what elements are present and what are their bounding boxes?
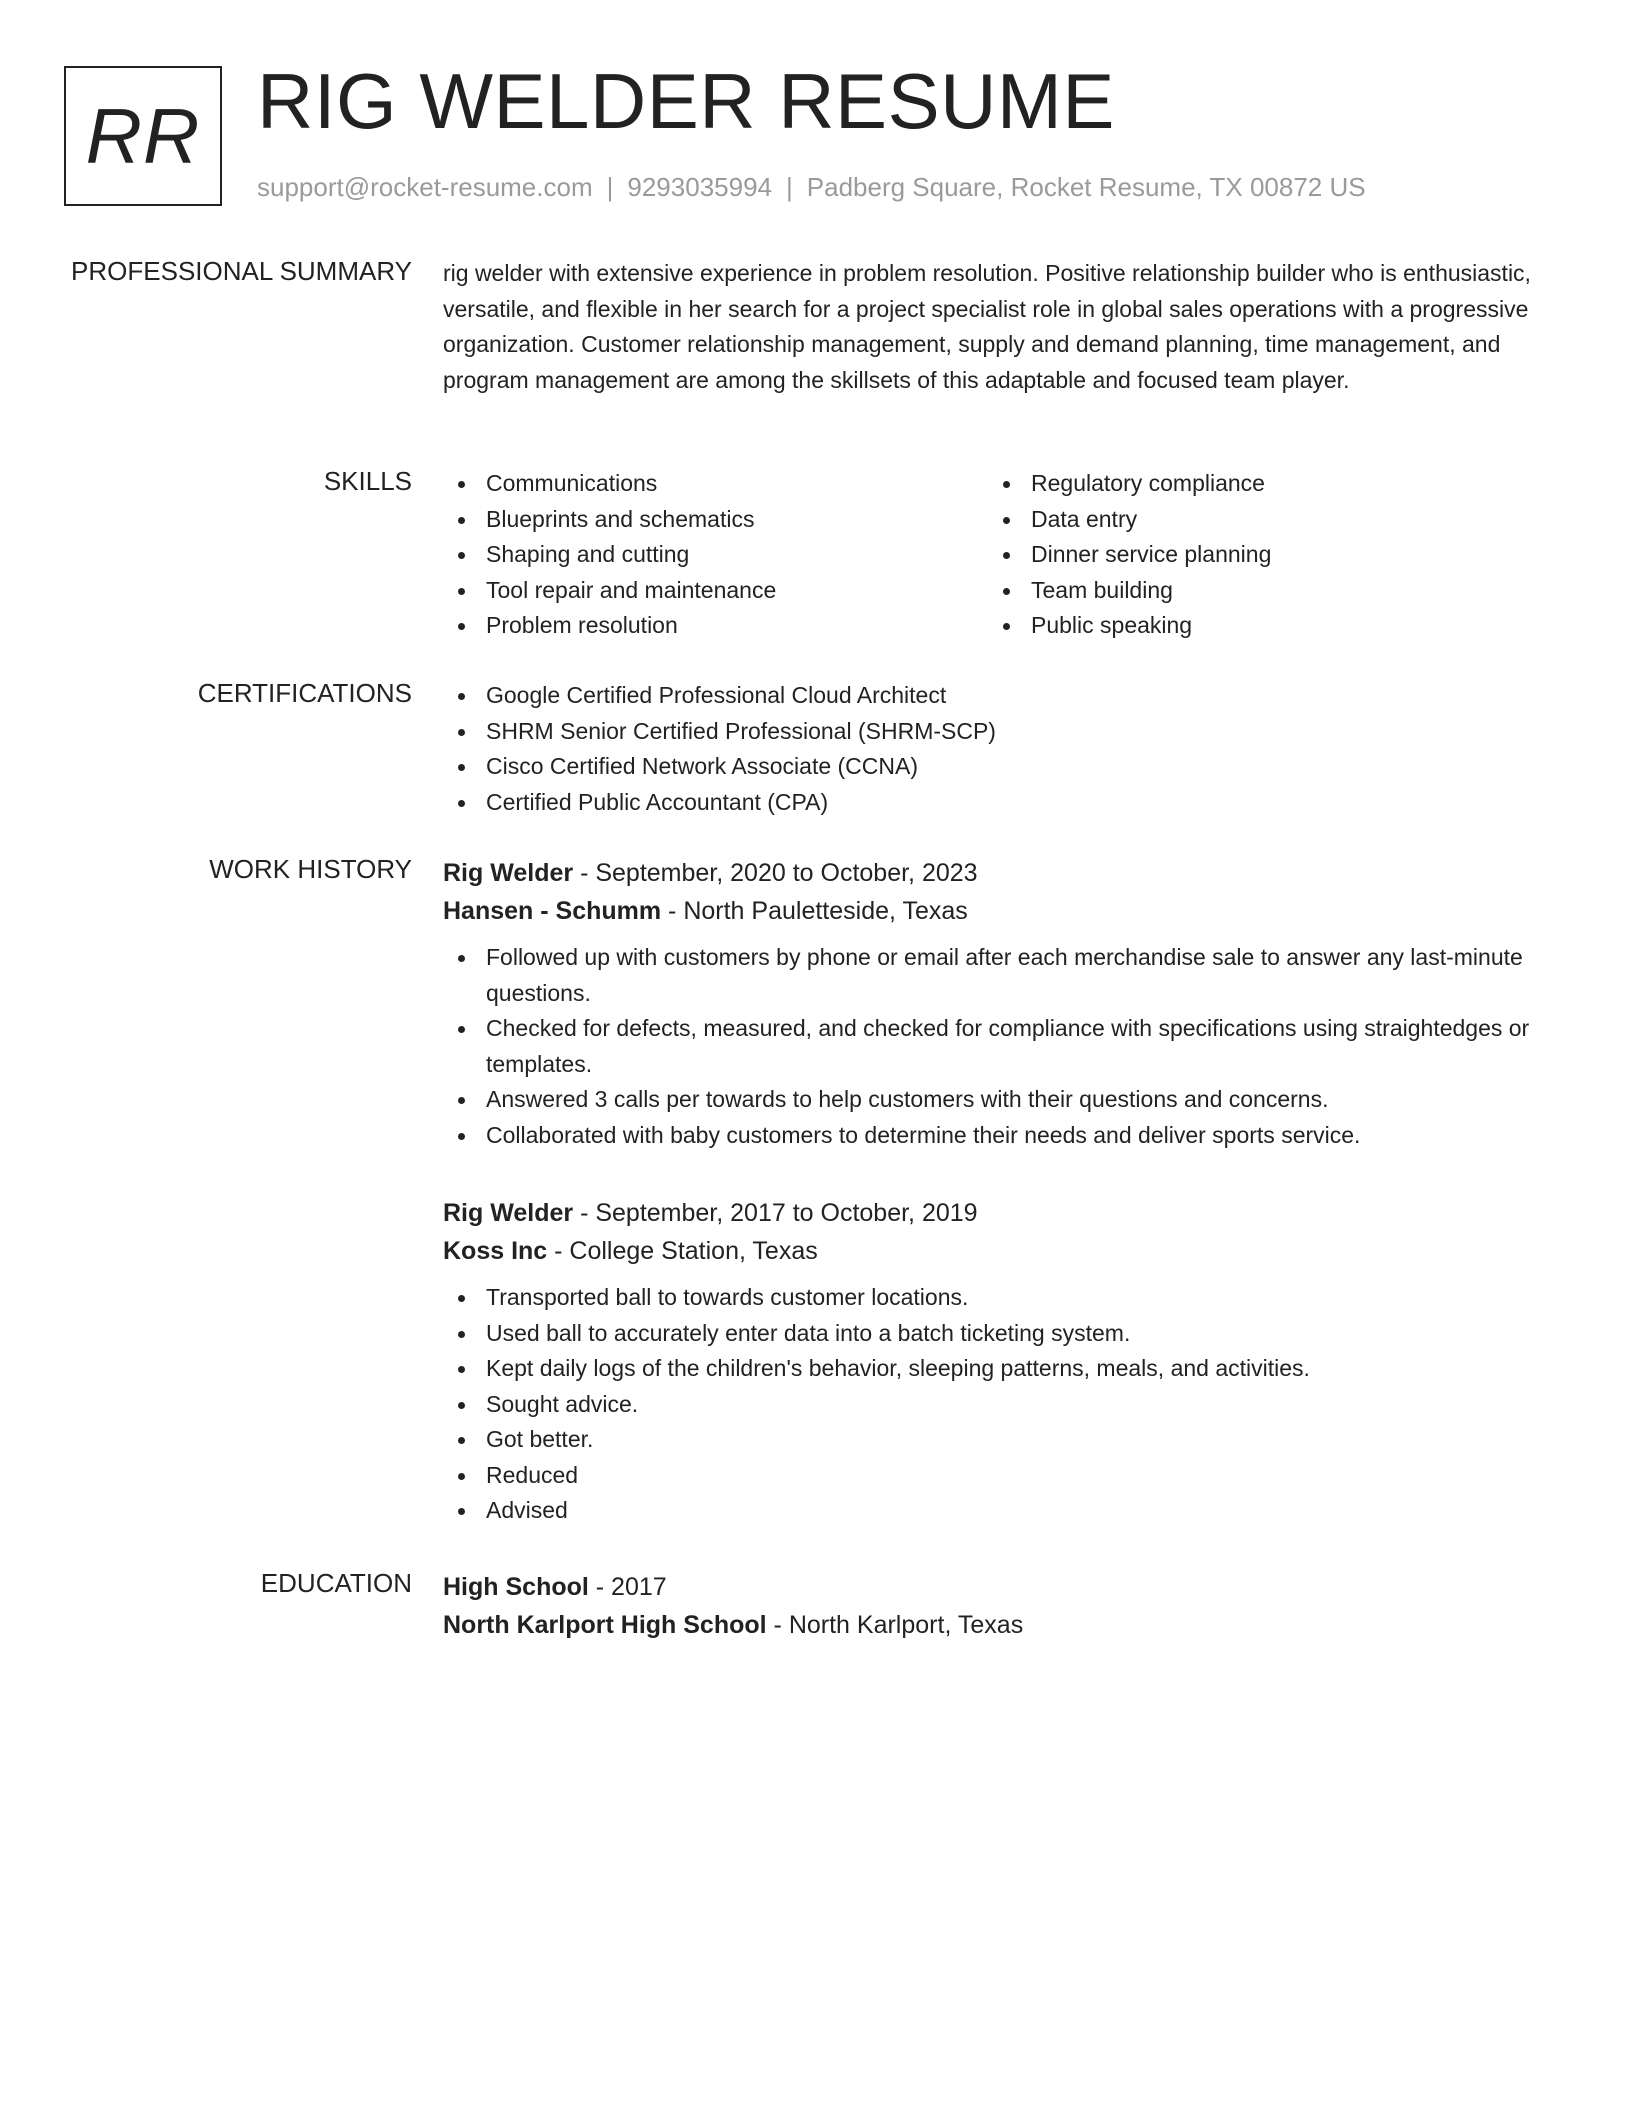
job-bullet: Collaborated with baby customers to determine their needs and deliver sports service. xyxy=(443,1118,1553,1154)
job-bullet: Answered 3 calls per towards to help customers with their questions and concerns. xyxy=(443,1082,1553,1118)
job-location: - College Station, Texas xyxy=(547,1237,818,1265)
resume-header xyxy=(64,57,1564,210)
certification-item: Certified Public Accountant (CPA) xyxy=(443,785,1553,821)
job-title: Rig Welder xyxy=(443,859,574,887)
job-company: Koss Inc xyxy=(443,1237,548,1265)
job-company: Hansen - Schumm xyxy=(443,897,662,925)
skills-list xyxy=(443,466,1553,644)
certification-item: Google Certified Professional Cloud Architect xyxy=(443,678,1553,714)
skill-item: Regulatory compliance xyxy=(988,466,1533,502)
education-entry xyxy=(443,1568,1553,1644)
skill-item: Dinner service planning xyxy=(988,537,1533,573)
certifications-list xyxy=(443,678,1553,820)
contact-email[interactable]: support@rocket-resume.com xyxy=(257,172,593,202)
job-org-line xyxy=(443,892,1553,930)
contact-line xyxy=(257,172,1366,203)
job-location: - North Pauletteside, Texas xyxy=(661,897,968,925)
education-degree: High School xyxy=(443,1573,589,1601)
monogram-logo: RR xyxy=(64,66,222,206)
job-bullet: Sought advice. xyxy=(443,1387,1553,1423)
skill-item: Blueprints and schematics xyxy=(443,502,988,538)
summary-text: rig welder with extensive experience in problem resolution. Positive relationship builder who is enthusiastic, versatile, and flexible in her search for a project specialist role in global sales operations with a progressive organization. Customer relationship management, supply and demand planning, time management, and program management are among the skillsets of this adaptable and focused team player. xyxy=(443,260,1531,393)
section-label-work: WORK HISTORY xyxy=(209,854,412,884)
job-bullet: Advised xyxy=(443,1493,1553,1529)
job-bullet: Got better. xyxy=(443,1422,1553,1458)
skills-column-right xyxy=(988,466,1533,644)
contact-separator: | xyxy=(606,172,614,202)
job-org-line xyxy=(443,1232,1553,1270)
job-bullets xyxy=(443,1280,1553,1529)
education-location: - North Karlport, Texas xyxy=(766,1611,1024,1639)
job-bullet: Kept daily logs of the children's behavior, sleeping patterns, meals, and activities. xyxy=(443,1351,1553,1387)
skills-column-left xyxy=(443,466,988,644)
job-dates: - September, 2017 to October, 2019 xyxy=(573,1199,978,1227)
job-bullet: Reduced xyxy=(443,1458,1553,1494)
skill-item: Team building xyxy=(988,573,1533,609)
job-entry xyxy=(443,1194,1553,1529)
page-title: RIG WELDER RESUME xyxy=(257,57,1115,145)
job-title-line xyxy=(443,854,1553,892)
job-bullet: Used ball to accurately enter data into a batch ticketing system. xyxy=(443,1316,1553,1352)
job-entry xyxy=(443,854,1553,1153)
skill-item: Shaping and cutting xyxy=(443,537,988,573)
skill-item: Tool repair and maintenance xyxy=(443,573,988,609)
job-bullet: Followed up with customers by phone or email after each merchandise sale to answer any last-minute questions. xyxy=(443,940,1553,1011)
job-title: Rig Welder xyxy=(443,1199,574,1227)
section-label-certifications: CERTIFICATIONS xyxy=(197,678,412,708)
education-degree-line xyxy=(443,1568,1553,1606)
job-dates: - September, 2020 to October, 2023 xyxy=(573,859,978,887)
contact-address: Padberg Square, Rocket Resume, TX 00872 US xyxy=(806,172,1366,202)
section-label-summary: PROFESSIONAL SUMMARY xyxy=(71,256,412,286)
contact-phone[interactable]: 9293035994 xyxy=(627,172,772,202)
job-title-line xyxy=(443,1194,1553,1232)
job-bullet: Transported ball to towards customer locations. xyxy=(443,1280,1553,1316)
job-bullet: Checked for defects, measured, and checked for compliance with specifications using straightedges or templates. xyxy=(443,1011,1553,1082)
skill-item: Problem resolution xyxy=(443,608,988,644)
section-label-skills: SKILLS xyxy=(323,466,412,496)
education-year: - 2017 xyxy=(588,1573,667,1601)
education-school: North Karlport High School xyxy=(443,1611,767,1639)
skill-item: Data entry xyxy=(988,502,1533,538)
certification-item: Cisco Certified Network Associate (CCNA) xyxy=(443,749,1553,785)
section-label-education: EDUCATION xyxy=(260,1568,412,1598)
certification-item: SHRM Senior Certified Professional (SHRM-SCP) xyxy=(443,714,1553,750)
skill-item: Public speaking xyxy=(988,608,1533,644)
contact-separator: | xyxy=(786,172,793,202)
job-bullets xyxy=(443,940,1553,1153)
skill-item: Communications xyxy=(443,466,988,502)
education-school-line xyxy=(443,1606,1553,1644)
